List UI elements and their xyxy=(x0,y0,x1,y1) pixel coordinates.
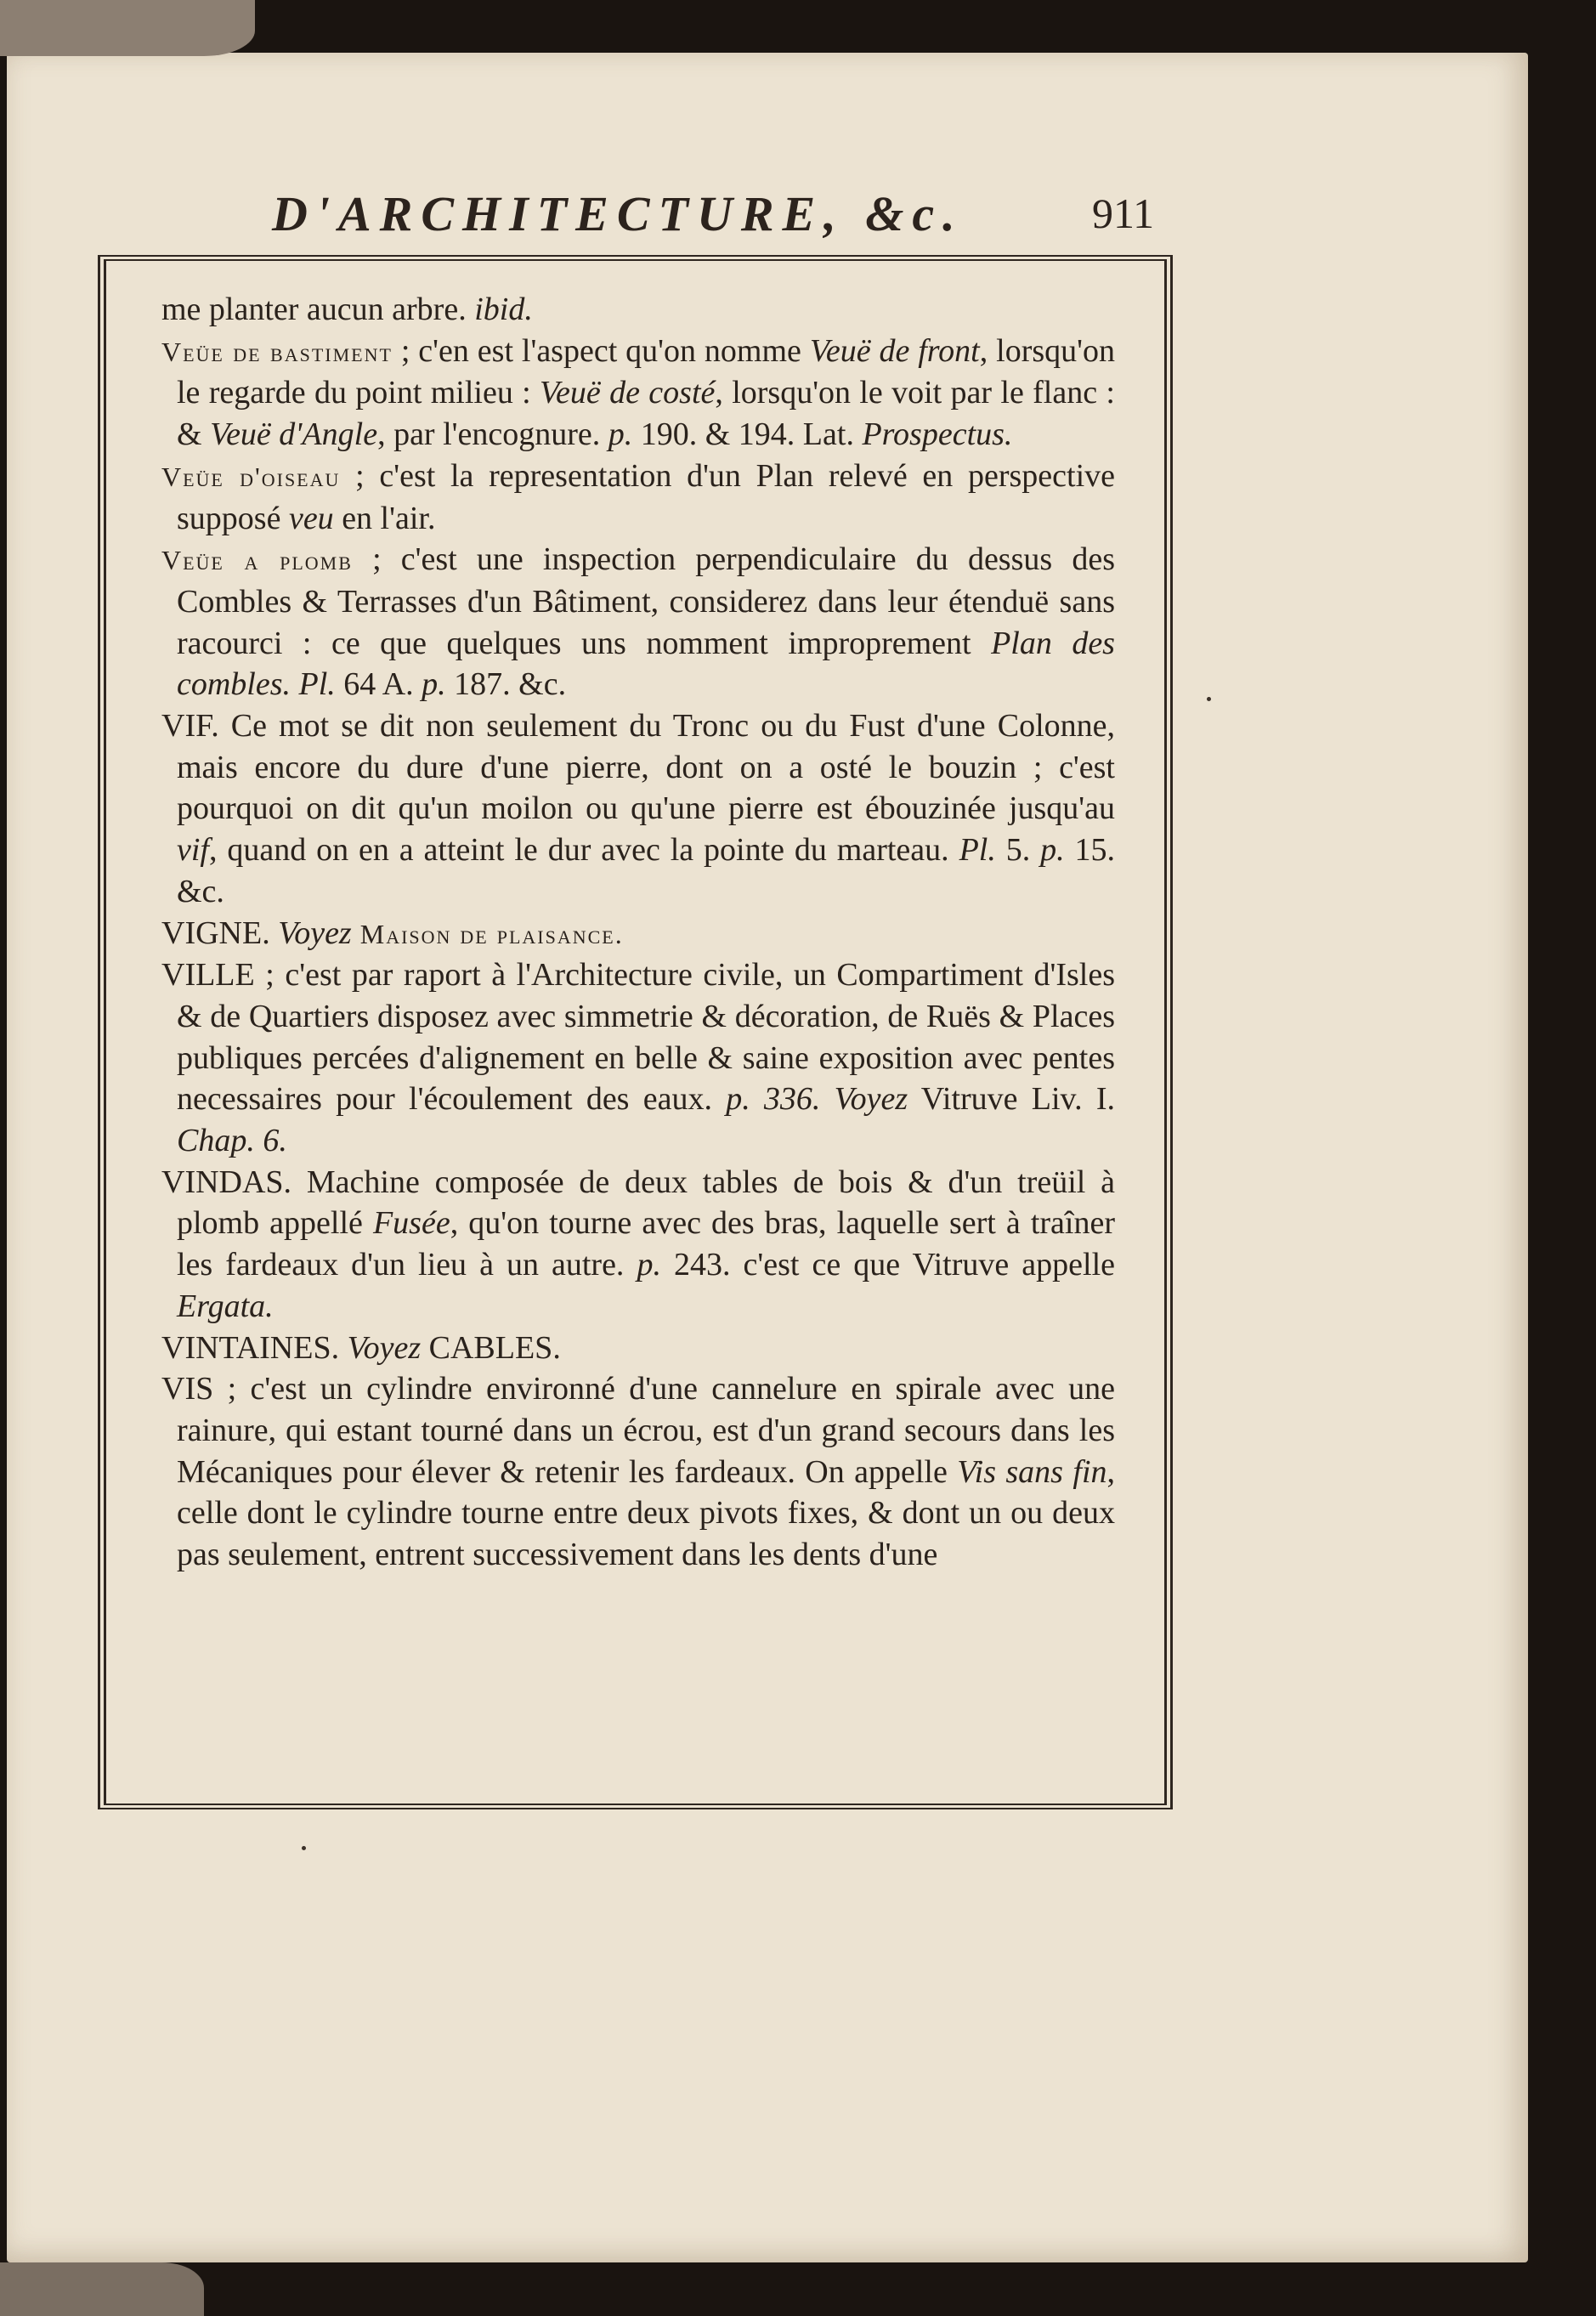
entry-vigne: VIGNE. Voyez Maison de plaisance. xyxy=(161,915,624,951)
page-number: 911 xyxy=(1092,190,1155,237)
paper-speck xyxy=(302,1846,306,1850)
cover-corner-top xyxy=(0,0,255,56)
entry-ville: VILLE ; c'est par raport à l'Architecture civile, un Compartiment d'Isles & de Quartiers disposez avec simmetrie & décoration, de Ruës & Places publiques percées d'alignement en belle & saine exposition avec pentes necessaires pour l'écoulement des eaux. p. 336. Voyez Vitruve Liv. I. Chap. 6. xyxy=(161,957,1115,1159)
dictionary-text xyxy=(161,289,1115,1576)
entry-vif: VIF. Ce mot se dit non seulement du Tronc ou du Fust d'une Colonne, mais encore du dure d'une pierre, dont on a osté le bouzin ; c'est pourquoi on dit qu'un moilon ou qu'une pierre est ébouzinée jusqu'au vif, quand on en a atteint le dur avec la pointe du marteau. Pl. 5. p. 15. &c. xyxy=(161,708,1116,909)
paper-speck xyxy=(1207,697,1211,701)
entry-vintaines: VINTAINES. Voyez CABLES. xyxy=(161,1329,561,1366)
entry-head: Veüe de bastiment xyxy=(161,336,393,367)
entry-head: VIS xyxy=(161,1371,214,1407)
entry-veue-d-oiseau: Veüe d'oiseau ; c'est la representation d'un Plan relevé en perspective supposé veu en l'air. xyxy=(161,457,1115,536)
entry-head: Veüe a plomb xyxy=(161,545,353,576)
running-head: D'ARCHITECTURE, &c. xyxy=(272,186,964,241)
entry-vindas: VINDAS. Machine composée de deux tables de bois & d'un treüil à plomb appellé Fusée, qu'on tourne avec des bras, laquelle sert à traîner les fardeaux d'un lieu à un autre. p. 243. c'est ce que Vitruve appelle Ergata. xyxy=(161,1164,1115,1324)
entry-head: Veüe d'oiseau xyxy=(161,461,341,492)
entry-veue-de-bastiment: Veüe de bastiment ; c'en est l'aspect qu'on nomme Veuë de front, lorsqu'on le regarde du point milieu : Veuë de costé, lorsqu'on le voit par le flanc : & Veuë d'Angle, par l'encognure. p. 190. & 194. Lat. Prospectus. xyxy=(161,332,1116,453)
entry-vis: VIS ; c'est un cylindre environné d'une cannelure en spirale avec une rainure, qui estant tourné dans un écrou, est d'un grand secours dans les Mécaniques pour élever & retenir les fardeaux. On appelle Vis sans fin, celle dont le cylindre tourne entre deux pivots fixes, & dont un ou deux pas seulement, entrent successivement dans les dents d'une xyxy=(161,1371,1115,1573)
entry-head: VIF. xyxy=(161,708,219,745)
cover-corner-bottom xyxy=(0,2262,204,2316)
entry-head: VINDAS. xyxy=(161,1164,292,1200)
entry-veue-a-plomb: Veüe a plomb ; c'est une inspection perpendiculaire du dessus des Combles & Terrasses d'un Bâtiment, considerez dans leur étenduë sans racourci : ce que quelques uns nomment improprement Plan des combles. Pl. 64 A. p. 187. &c. xyxy=(161,541,1115,703)
entry-continuation: me planter aucun arbre. ibid. xyxy=(161,292,533,327)
entry-head: VILLE xyxy=(161,957,255,994)
entry-head: VIGNE. xyxy=(161,915,270,951)
entry-head: VINTAINES. xyxy=(161,1329,340,1366)
